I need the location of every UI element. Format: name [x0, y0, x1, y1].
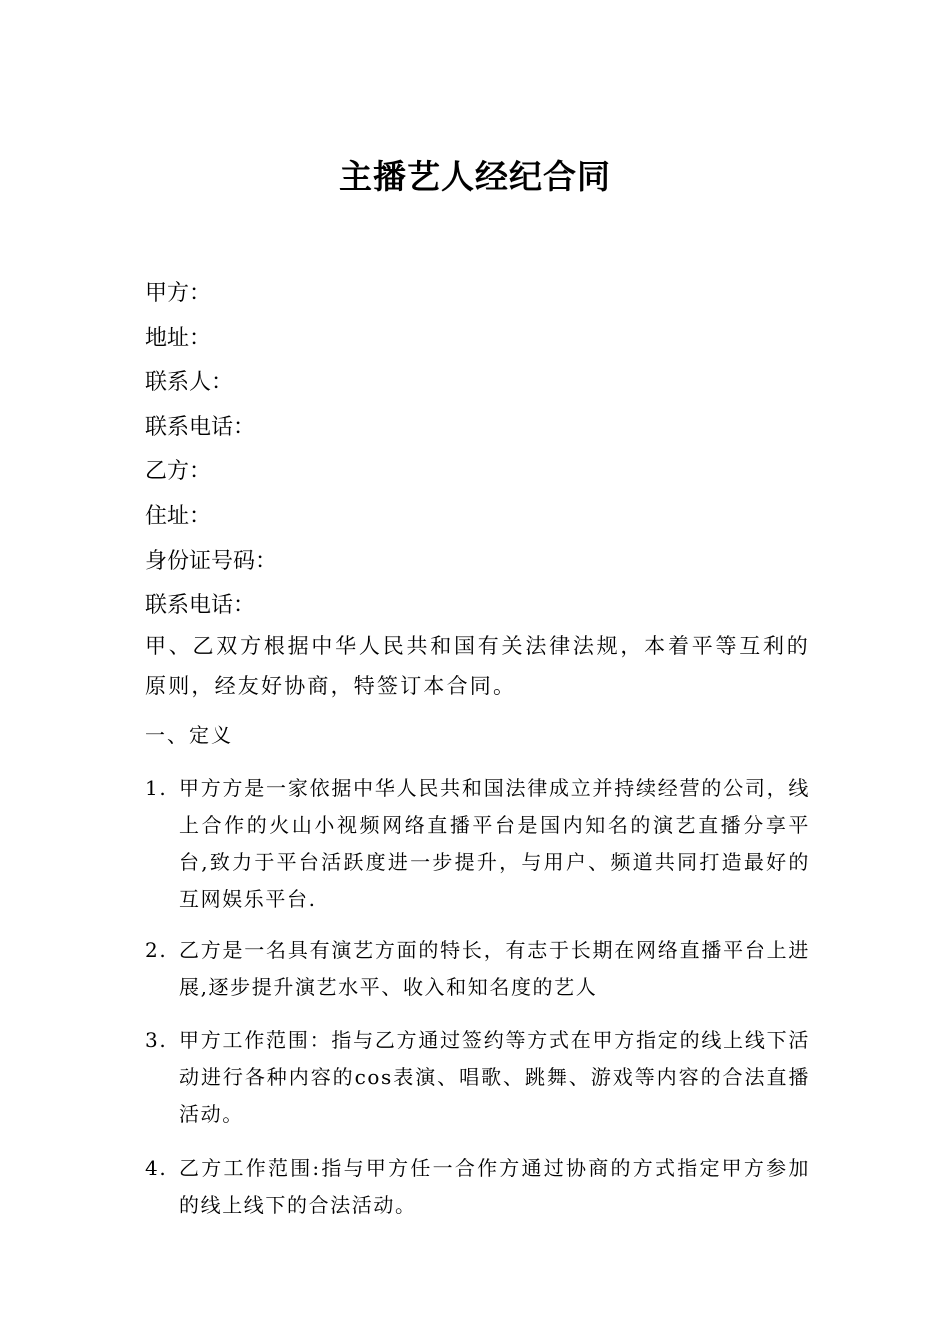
clause-item	[145, 1022, 810, 1133]
party-b-phone-label: 联系电话：	[145, 593, 256, 619]
party-a-phone-label: 联系电话：	[145, 414, 256, 440]
party-a-contact-person-label: 联系人：	[145, 370, 234, 396]
party-a-label: 甲方：	[145, 281, 212, 306]
document-title: 主播艺人经纪合同	[339, 157, 611, 196]
party-a-address-label: 地址：	[145, 325, 212, 351]
clause-text: 乙方工作范围:指与甲方任一合作方通过协商的方式指定甲方参加的线上线下的合法活动。	[179, 1156, 810, 1217]
clause-number: 1.	[145, 776, 168, 800]
clause-number: 4.	[145, 1156, 168, 1180]
section-heading-definitions: 一、定义	[145, 723, 233, 747]
party-b-id-number-label: 身份证号码：	[145, 548, 278, 574]
party-info-block	[145, 272, 825, 629]
clause-item	[145, 1150, 810, 1224]
intro-paragraph: 甲、乙双方根据中华人民共和国有关法律法规，本着平等互利的原则，经友好协商，特签订本合同。	[145, 634, 810, 698]
clause-number: 3.	[145, 1028, 168, 1052]
clause-text: 乙方是一名具有演艺方面的特长，有志于长期在网络直播平台上进展,逐步提升演艺水平、收入和知名度的艺人	[179, 938, 810, 999]
clause-text: 甲方工作范围：指与乙方通过签约等方式在甲方指定的线上线下活动进行各种内容的cos表演、唱歌、跳舞、游戏等内容的合法直播活动。	[179, 1028, 810, 1126]
party-b-address-label: 住址：	[145, 503, 212, 529]
clause-item	[145, 770, 810, 918]
clause-item	[145, 932, 810, 1006]
clause-number: 2.	[145, 938, 168, 962]
clause-text: 甲方方是一家依据中华人民共和国法律成立并持续经营的公司，线上合作的火山小视频网络直播平台是国内知名的演艺直播分享平台,致力于平台活跃度进一步提升，与用户、频道共同打造最好的互网娱乐平台.	[179, 776, 810, 911]
party-b-label: 乙方：	[145, 459, 212, 485]
